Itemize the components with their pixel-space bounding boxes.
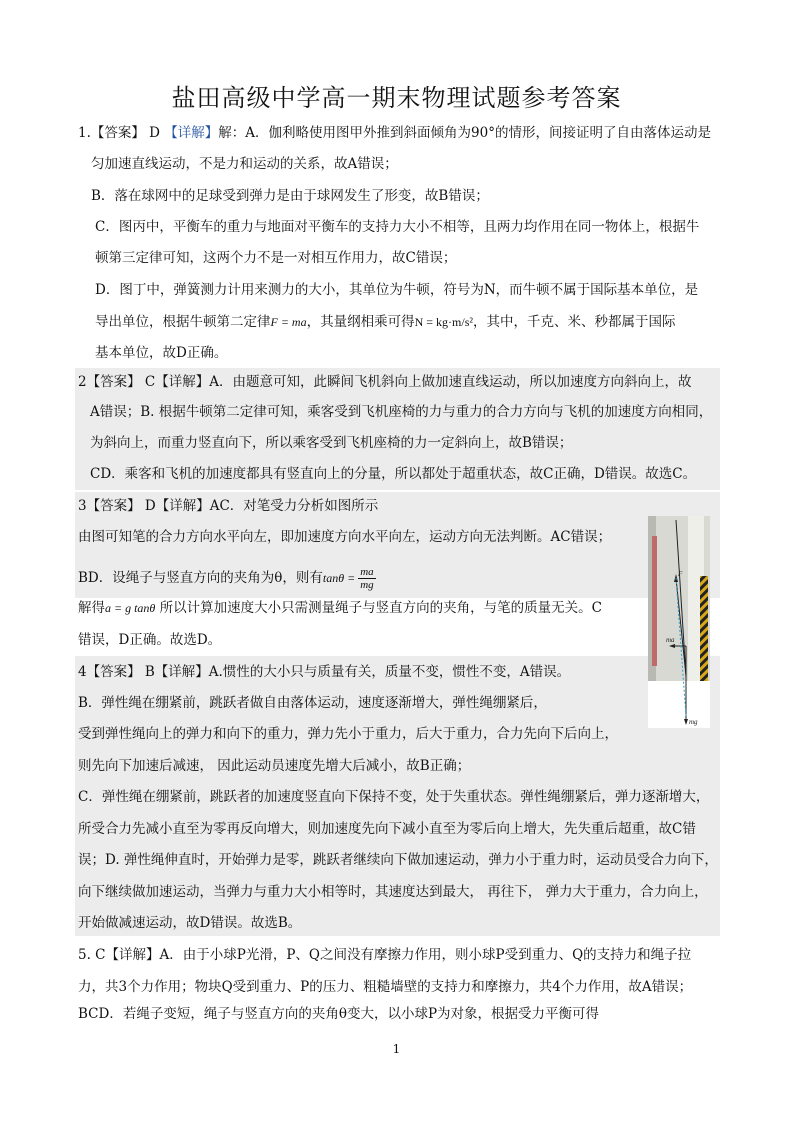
q1-formula-unit: N = kg·m/s² xyxy=(414,315,473,329)
q1-line-7-a: 导出单位，根据牛顿第二定律 xyxy=(95,314,271,330)
q3-fraction-denominator: mg xyxy=(360,579,374,591)
figure-label-ma: ma xyxy=(666,636,675,644)
q3-fraction xyxy=(358,566,375,591)
q1-detail-tag: 【详解】 xyxy=(164,125,219,141)
q4-line-1: 4【答案】 B【详解】A.惯性的大小只与质量有关，质量不变，惯性不变，A错误。 xyxy=(78,664,571,680)
q2-line-4: CD．乘客和飞机的加速度都具有竖直向上的分量，所以都处于超重状态，故C正确，D错误。故选C。 xyxy=(90,466,697,482)
q5-line-3: BCD．若绳子变短，绳子与竖直方向的夹角θ变大，以小球P为对象，根据受力平衡可得 xyxy=(78,1006,600,1022)
q3-line-5: 错误，D正确。故选D。 xyxy=(78,632,222,648)
q4-line-4: 则先向下加速后减速， 因此运动员速度先增大后减小，故B正确； xyxy=(78,758,471,774)
q4-line-2: B．弹性绳在绷紧前，跳跃者做自由落体运动，速度逐渐增大，弹性绳绷紧后， xyxy=(78,695,547,711)
q4-line-3: 受到弹性绳向上的弹力和向下的重力，弹力先小于重力，后大于重力，合力先向下后向上， xyxy=(78,726,618,742)
q1-line-7 xyxy=(95,313,675,331)
q4-line-9: 开始做减速运动，故D错误。故选B。 xyxy=(78,915,302,931)
q3-tan-label: tanθ = xyxy=(322,571,356,585)
q3-line-3 xyxy=(78,566,376,591)
q1-line-7-b: ，其量纲相乘可得 xyxy=(306,314,415,330)
q1-text: 解：A．伽利略使用图甲外推到斜面倾角为90°的情形，间接证明了自由落体运动是 xyxy=(218,125,711,141)
q5-line-1: 5. C【详解】A．由于小球P光滑，P、Q之间没有摩擦力作用，则小球P受到重力、Q的支持力和绳子拉 xyxy=(78,947,692,963)
q2-line-1: 2【答案】 C【详解】A．由题意可知，此瞬间飞机斜向上做加速直线运动，所以加速度方向斜向上，故 xyxy=(78,374,692,390)
q4-line-6: 所受合力先减小直至为零再反向增大，则加速度先向下减小直至为零后向上增大，先失重后超重，故C错 xyxy=(78,821,696,837)
q1-line-3: B．落在球网中的足球受到弹力是由于球网发生了形变，故B错误； xyxy=(91,188,489,204)
q4-line-5: C．弹性绳在绷紧前，跳跃者的加速度竖直向下保持不变，处于失重状态。弹性绳绷紧后，弹力逐渐增大， xyxy=(78,789,710,805)
q3-line-3-text: BD．设绳子与竖直方向的夹角为θ，则有 xyxy=(78,570,323,586)
q5-line-2: 力，共3个力作用；物块Q受到重力、P的压力、粗糙墙壁的支持力和摩擦力，共4个力作用，故A错误； xyxy=(78,979,693,995)
q1-line-1 xyxy=(78,124,711,142)
q1-line-5: 顿第三定律可知，这两个力不是一对相互作用力，故C错误； xyxy=(95,250,457,266)
q1-line-2: 匀加速直线运动，不是力和运动的关系，故A错误； xyxy=(91,156,398,172)
force-diagram-figure xyxy=(648,516,710,728)
figure-label-f: F xyxy=(678,570,683,578)
q3-line-4-b: 所以计算加速度大小只需测量绳子与竖直方向的夹角，与笔的质量无关。C xyxy=(155,600,602,616)
q2-line-2: A错误；B. 根据牛顿第二定律可知，乘客受到飞机座椅的力与重力的合力方向与飞机的加速度方向相同， xyxy=(90,404,713,420)
page-number: 1 xyxy=(392,1042,401,1056)
q3-fraction-numerator: ma xyxy=(360,566,374,578)
page-title: 盐田高级中学高一期末物理试题参考答案 xyxy=(171,84,622,112)
q2-line-3: 为斜向上，而重力竖直向下，所以乘客受到飞机座椅的力一定斜向上，故B错误； xyxy=(90,435,573,451)
q1-formula-newton: F = ma xyxy=(270,315,307,329)
q3-formula: a = g tanθ xyxy=(105,601,156,615)
q1-line-4: C．图丙中，平衡车的重力与地面对平衡车的支持力大小不相等，且两力均作用在同一物体上，根据牛 xyxy=(95,219,700,235)
q1-line-8: 基本单位，故D正确。 xyxy=(95,345,228,361)
q1-line-6: D．图丁中，弹簧测力计用来测力的大小，其单位为牛顿，符号为N，而牛顿不属于国际基本单位，是 xyxy=(95,282,699,298)
q4-line-8: 向下继续做加速运动，当弹力与重力大小相等时，其速度达到最大， 再往下， 弹力大于重力，合力向上， xyxy=(78,884,708,900)
q1-line-7-c: ，其中，千克、米、秒都属于国际 xyxy=(472,314,676,330)
q4-line-7: 误；D. 弹性绳伸直时，开始弹力是零，跳跃者继续向下做加速运动，弹力小于重力时，运动员受合力向下， xyxy=(78,852,718,868)
q3-line-4-a: 解得 xyxy=(78,600,105,616)
q3-line-2: 由图可知笔的合力方向水平向左，即加速度方向水平向左，运动方向无法判断。AC错误； xyxy=(78,529,612,545)
q1-answer: 1.【答案】 D xyxy=(78,125,165,141)
q3-line-1: 3【答案】 D【详解】AC．对笔受力分析如图所示 xyxy=(78,498,379,514)
figure-label-mg: mg xyxy=(689,718,698,726)
q3-line-4 xyxy=(78,599,602,617)
